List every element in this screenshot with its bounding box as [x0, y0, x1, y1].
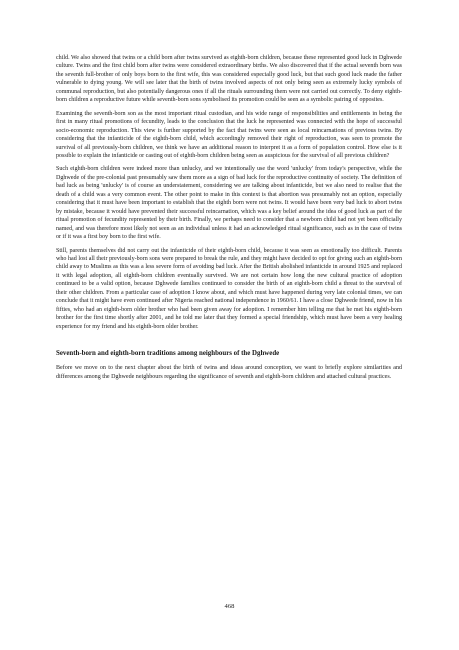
body-paragraph-4: Still, parents themselves did not carry out the infanticide of their eighth-born child, because it was seen as emotionally too difficult. Parents who had lost all their previously-born sons were prepared to break the rule, and they might have decided to opt for giving such an eighth-born child away to Muslims as this was a less severe form of avoiding bad luck. After the British abolished infanticide in around 1925 and replaced it with legal adoption, all eighth-born children eventually survived. We are not certain how long the new cultural practice of adoption continued to be a valid option, because Dghwede families continued to consider the birth of an eighth-born child a threat to the survival of their other children. From a particular case of adoption I know about, and which must have happened during very late colonial times, we can conclude that it might have even continued after Nigeria reached national independence in 1960/61. I have a close Dghwede friend, now in his fifties, who had an eighth-born older brother who had been given away for adoption. I remember him telling me that he met his eighth-born brother for the first time shortly after 2001, and he told me later that they formed a special friendship, which must have been a very healing experience for my friend and his eighth-born older brother. — [56, 247, 402, 330]
page-body — [56, 54, 402, 386]
section-heading: Seventh-born and eighth-born traditions among neighbours of the Dghwede — [56, 350, 280, 358]
body-paragraph-1: child. We also showed that twins or a child born after twins survived as eighth-born children, because these represented good luck in Dghwede culture. Twins and the first child born after twins were considered extraordinary births. We also discovered that if the actual seventh born was the seventh full-brother of only boys born to the first wife, this was considered especially good luck, but that such good luck made the father vulnerable to dying young. We will see later that the birth of twins involved aspects of not only being seen as extremely lucky symbols of communal reproduction, but also potentially dangerous ones if all the rituals surrounding them were not carried out correctly. To deny eighth-born children a reproductive future while seventh-born sons symbolised its promotion could be seen as a symbolic pairing of opposites. — [56, 55, 402, 104]
closing-paragraph: Before we move on to the next chapter about the birth of twins and ideas around conception, we want to briefly explore similarities and differences among the Dghwede neighbours regarding the significance of seventh and eighth-born children and attached cultural practices. — [56, 365, 402, 380]
body-paragraph-3: Such eighth-born children were indeed more than unlucky, and we intentionally use the word 'unlucky' from today's perspective, while the Dghwede of the pre-colonial past presumably saw them more as a sign of bad luck for the reproductive continuity of society. The definition of bad luck as being 'unlucky' is of course an understatement, considering we are talking about infanticide, but we also need to realise that the death of a child was a very common event. The other point to make in this context is that abortion was presumably not an option, especially considering that it must have been important to establish that the eighth born were not twins. It would have been very bad luck to abort twins by mistake, because it would have prevented their successful reincarnation, which was a key belief around the idea of good luck as part of the ritual promotion of fecundity represented by their birth. Finally, we perhaps need to consider that a newborn child had not yet been officially named, and was therefore most likely not seen as an individual unless it had an acknowledged ritual significance, such as in the case of twins or if it was a first boy born to the first wife. — [56, 166, 402, 241]
page-number: 468 — [224, 603, 235, 610]
body-paragraph-2: Examining the seventh-born son as the most important ritual custodian, and his wide range of responsibilities and entitlements in being the first in many ritual promotions of fecundity, leads to the conclusion that the luck he represented was connected with the hope of successful socio-economic reproduction. This view is further supported by the fact that twins were seen as local reincarnations of previous twins. By considering that the infanticide of the eighth-born child, which accordingly removed their right of reproduction, was seen to promote the survival of all previously-born children, we think we have an additional reason to interpret it as a form of population control. How else is it possible to explain the infanticide or casting out of eighth-born children being seen as auspicious for the survival of all previous children? — [56, 110, 402, 159]
